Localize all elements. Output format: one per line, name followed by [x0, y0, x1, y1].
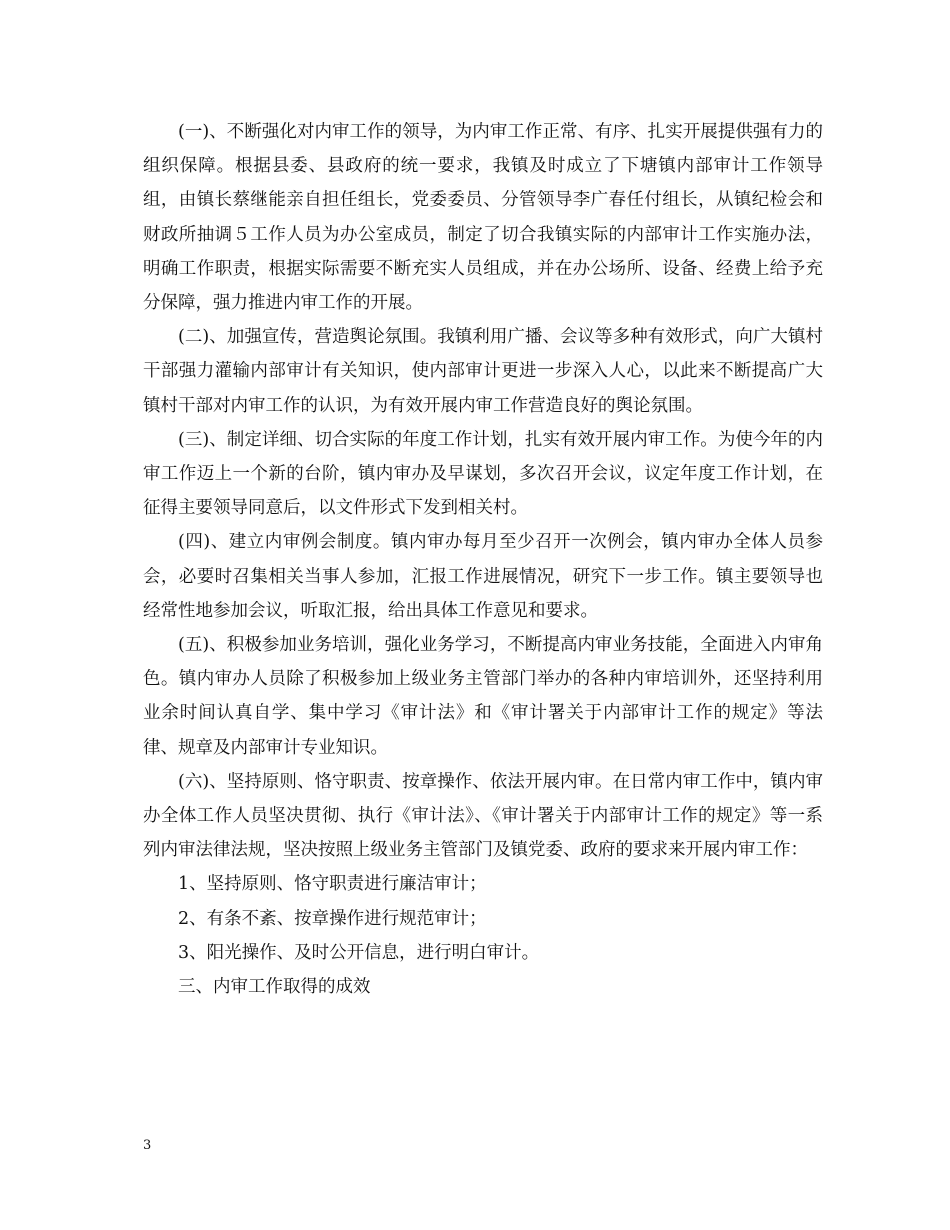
paragraph-3: (三)、制定详细、切合实际的年度工作计划，扎实有效开展内审工作。为使今年的内审工作迈上一个新的台阶，镇内审办及早谋划，多次召开会议，议定年度工作计划，在征得主要领导同意后，以文件形式下发到相关村。 [143, 429, 823, 519]
paragraph-1: (一)、不断强化对内审工作的领导，为内审工作正常、有序、扎实开展提供强有力的组织保障。根据县委、县政府的统一要求，我镇及时成立了下塘镇内部审计工作领导组，由镇长蔡继能亲自担任组长，党委委员、分管领导李广春任付组长，从镇纪检会和财政所抽调５工作人员为办公室成员，制定了切合我镇实际的内部审计工作实施办法，明确工作职责，根据实际需要不断充实人员组成，并在办公场所、设备、经费上给予充分保障，强力推进内审工作的开展。 [143, 122, 823, 314]
section-heading: 三、内审工作取得的成效 [178, 977, 371, 998]
list-item-2: 2、有条不紊、按章操作进行规范审计； [178, 908, 487, 929]
list-item-1: 1、坚持原则、恪守职责进行廉洁审计； [178, 874, 487, 895]
paragraph-4: (四)、建立内审例会制度。镇内审办每月至少召开一次例会，镇内审办全体人员参会，必要时召集相关当事人参加，汇报工作进展情况，研究下一步工作。镇主要领导也经常性地参加会议，听取汇报，给出具体工作意见和要求。 [143, 532, 823, 621]
page-number: 3 [143, 1138, 152, 1153]
paragraph-5: (五)、积极参加业务培训，强化业务学习，不断提高内审业务技能，全面进入内审角色。镇内审办人员除了积极参加上级业务主管部门举办的各种内审培训外，还坚持利用业余时间认真自学、集中学习《审计法》和《审计署关于内部审计工作的规定》等法律、规章及内部审计专业知识。 [143, 635, 823, 758]
document-body [143, 115, 823, 1004]
paragraph-2: (二)、加强宣传，营造舆论氛围。我镇利用广播、会议等多种有效形式，向广大镇村干部强力灌输内部审计有关知识，使内部审计更进一步深入人心，以此来不断提高广大镇村干部对内审工作的认识，为有效开展内审工作营造良好的舆论氛围。 [143, 327, 823, 416]
paragraph-6: (六)、坚持原则、恪守职责、按章操作、依法开展内审。在日常内审工作中，镇内审办全体工作人员坚决贯彻、执行《审计法》、《审计署关于内部审计工作的规定》等一系列内审法律法规，坚决按照上级业务主管部门及镇党委、政府的要求来开展内审工作： [143, 771, 823, 861]
list-item-3: 3、阳光操作、及时公开信息，进行明白审计。 [178, 942, 540, 963]
